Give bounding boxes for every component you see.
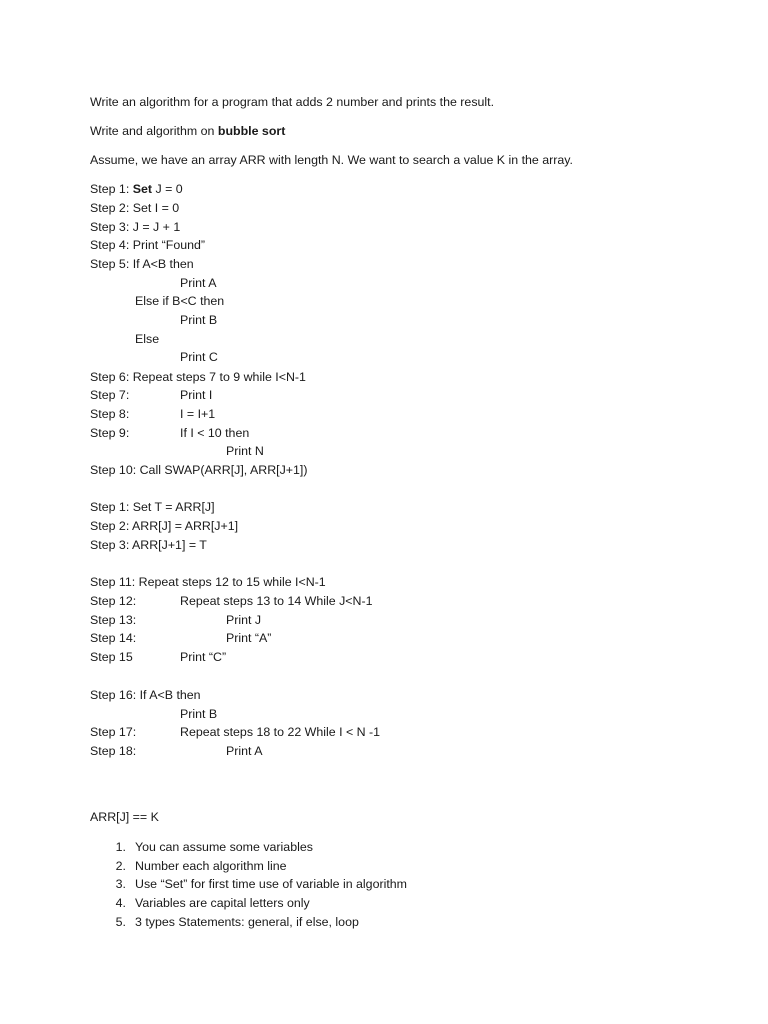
question-add-numbers: Write an algorithm for a program that adds 2 number and prints the result. (90, 95, 495, 109)
step-7-body: Print I (180, 388, 213, 402)
step-4-line: Step 4: Print “Found” (90, 238, 206, 252)
rule-number: 5. (115, 915, 126, 929)
question-array-search: Assume, we have an array ARR with length N. We want to search a value K in the array. (90, 153, 574, 167)
rule-number: 1. (115, 840, 126, 854)
step-15-label: Step 15 (90, 650, 133, 664)
step-5-print-a: Print A (180, 276, 217, 290)
step-17-label: Step 17: (90, 725, 137, 739)
step-7-label: Step 7: (90, 388, 130, 402)
rule-text: 3 types Statements: general, if else, loop (135, 915, 359, 929)
step-10-line: Step 10: Call SWAP(ARR[J], ARR[J+1]) (90, 463, 308, 477)
rule-text: Variables are capital letters only (135, 896, 310, 910)
compare-expression: ARR[J] == K (90, 810, 159, 824)
step-8-label: Step 8: (90, 407, 130, 421)
rule-number: 4. (115, 896, 126, 910)
step-11-line: Step 11: Repeat steps 12 to 15 while I<N-1 (90, 575, 326, 589)
step-16-line: Step 16: If A<B then (90, 688, 201, 702)
question-bubble-sort (90, 124, 285, 139)
step-14-body: Print “A” (226, 631, 272, 645)
swap-step-2: Step 2: ARR[J] = ARR[J+1] (90, 519, 239, 533)
step-12-body: Repeat steps 13 to 14 While J<N-1 (180, 594, 373, 608)
step-18-label: Step 18: (90, 744, 137, 758)
step-1-suffix: J = 0 (152, 182, 183, 196)
step-5-line: Step 5: If A<B then (90, 257, 194, 271)
step-5-else: Else (135, 332, 160, 346)
step-13-body: Print J (226, 613, 262, 627)
step-9-label: Step 9: (90, 426, 130, 440)
step-5-print-c: Print C (180, 350, 218, 364)
step-3-line: Step 3: J = J + 1 (90, 220, 181, 234)
step-17-body: Repeat steps 18 to 22 While I < N -1 (180, 725, 381, 739)
step-6-line: Step 6: Repeat steps 7 to 9 while I<N-1 (90, 370, 306, 384)
step-9-body: If I < 10 then (180, 426, 250, 440)
question-bubble-sort-prefix: Write and algorithm on (90, 124, 218, 138)
step-13-label: Step 13: (90, 613, 137, 627)
step-9-print-n: Print N (226, 444, 264, 458)
step-18-body: Print A (226, 744, 263, 758)
step-1-prefix: Step 1: (90, 182, 133, 196)
step-16-print-b: Print B (180, 707, 218, 721)
swap-step-3: Step 3: ARR[J+1] = T (90, 538, 207, 552)
rule-text: You can assume some variables (135, 840, 313, 854)
step-8-body: I = I+1 (180, 407, 216, 421)
bubble-sort-bold: bubble sort (217, 124, 286, 138)
rule-text: Use “Set” for first time use of variable in algorithm (135, 877, 408, 891)
step-14-label: Step 14: (90, 631, 137, 645)
rule-text: Number each algorithm line (135, 859, 287, 873)
rule-number: 2. (115, 859, 126, 873)
step-15-body: Print “C” (180, 650, 227, 664)
step-5-else-if: Else if B<C then (135, 294, 225, 308)
step-1-line (90, 182, 183, 197)
step-5-print-b: Print B (180, 313, 218, 327)
rule-number: 3. (115, 877, 126, 891)
step-1-set-bold: Set (132, 182, 153, 196)
step-12-label: Step 12: (90, 594, 137, 608)
swap-step-1: Step 1: Set T = ARR[J] (90, 500, 215, 514)
step-2-line: Step 2: Set I = 0 (90, 201, 180, 215)
